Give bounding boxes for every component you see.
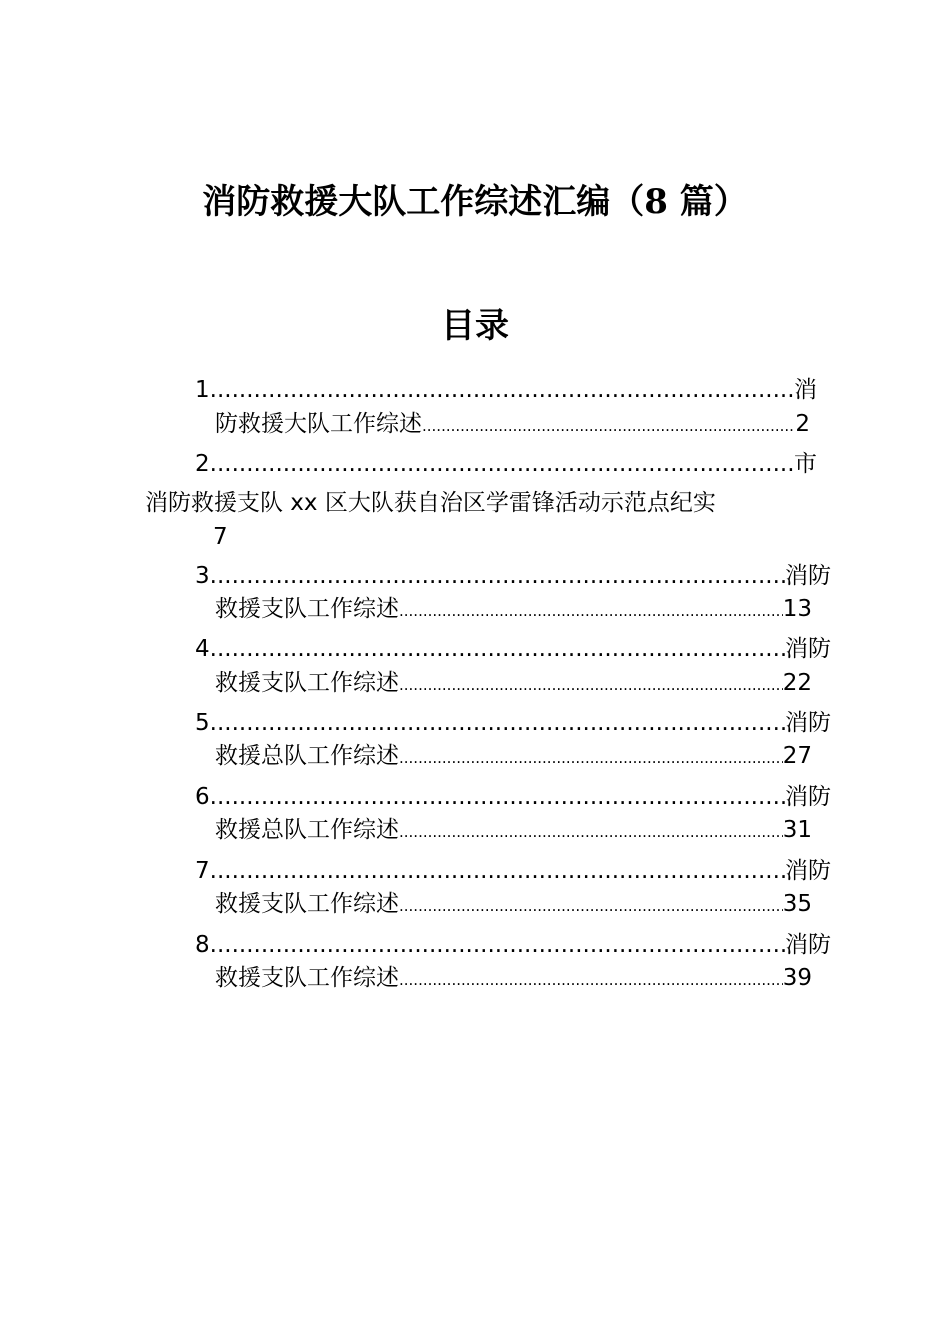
- toc-entry-page: 2: [795, 411, 810, 437]
- toc-leader-dots: [399, 815, 783, 849]
- toc-entry-title-rest: 救援支队工作综述: [215, 596, 399, 622]
- toc-leader-dots: [210, 632, 785, 666]
- toc-entry-5-line-1[interactable]: [195, 706, 831, 740]
- toc-entry-number: 2: [195, 451, 210, 477]
- toc-entry-title-rest: 消防救援支队 xx 区大队获自治区学雷锋活动示范点纪实: [145, 490, 716, 516]
- toc-heading: 目录: [441, 306, 509, 346]
- toc-entry-page: 13: [782, 596, 812, 622]
- toc-entry-page: 35: [782, 891, 812, 917]
- toc-entry-2-line-2[interactable]: [145, 486, 845, 520]
- toc-entry-number: 6: [195, 784, 210, 810]
- toc-leader-dots: [210, 928, 785, 962]
- toc-entry-1-line-1[interactable]: [195, 373, 817, 407]
- toc-leader-dots: [399, 889, 783, 923]
- toc-entry-title-start: 消防: [785, 563, 831, 589]
- toc-entry-title-start: 市: [794, 451, 817, 477]
- toc-entry-page: 7: [213, 524, 228, 550]
- toc-entry-page: 31: [782, 817, 812, 843]
- toc-entry-number: 5: [195, 710, 210, 736]
- toc-leader-dots: [210, 447, 794, 481]
- toc-entry-2-line-3[interactable]: [213, 520, 273, 554]
- toc-entry-number: 4: [195, 636, 210, 662]
- toc-entry-1-line-2[interactable]: [215, 407, 810, 441]
- document-title: 消防救援大队工作综述汇编（8 篇）: [202, 182, 748, 222]
- toc-leader-dots: [399, 668, 783, 702]
- toc-entry-title-start: 消防: [785, 784, 831, 810]
- toc-leader-dots: [399, 963, 783, 997]
- toc-entry-number: 1: [195, 377, 210, 403]
- toc-entry-6-line-2[interactable]: [215, 813, 812, 847]
- toc-leader-dots: [210, 780, 785, 814]
- toc-entry-title-start: 消防: [785, 636, 831, 662]
- toc-entry-page: 39: [782, 965, 812, 991]
- toc-entry-8-line-2[interactable]: [215, 961, 812, 995]
- toc-leader-dots: [210, 854, 785, 888]
- toc-entry-number: 7: [195, 858, 210, 884]
- toc-leader-dots: [422, 409, 795, 443]
- toc-leader-dots: [210, 559, 785, 593]
- toc-entry-number: 3: [195, 563, 210, 589]
- toc-entry-3-line-2[interactable]: [215, 592, 812, 626]
- toc-entry-3-line-1[interactable]: [195, 559, 831, 593]
- toc-entry-title-start: 消: [794, 377, 817, 403]
- toc-entry-2-line-1[interactable]: [195, 447, 817, 481]
- toc-entry-title-rest: 救援总队工作综述: [215, 817, 399, 843]
- toc-entry-title-start: 消防: [785, 932, 831, 958]
- toc-entry-7-line-2[interactable]: [215, 887, 812, 921]
- toc-entry-8-line-1[interactable]: [195, 928, 831, 962]
- toc-leader-dots: [210, 706, 785, 740]
- toc-entry-title-rest: 救援支队工作综述: [215, 891, 399, 917]
- toc-entry-title-start: 消防: [785, 858, 831, 884]
- toc-entry-page: 22: [782, 670, 812, 696]
- toc-entry-title-rest: 救援支队工作综述: [215, 670, 399, 696]
- toc-entry-5-line-2[interactable]: [215, 739, 812, 773]
- toc-entry-4-line-2[interactable]: [215, 666, 812, 700]
- toc-entry-title-rest: 救援支队工作综述: [215, 965, 399, 991]
- toc-entry-4-line-1[interactable]: [195, 632, 831, 666]
- toc-entry-page: 27: [782, 743, 812, 769]
- toc-leader-dots: [399, 741, 783, 775]
- toc-entry-number: 8: [195, 932, 210, 958]
- toc-entry-title-start: 消防: [785, 710, 831, 736]
- toc-entry-7-line-1[interactable]: [195, 854, 831, 888]
- toc-entry-title-rest: 防救援大队工作综述: [215, 411, 422, 437]
- toc-entry-title-rest: 救援总队工作综述: [215, 743, 399, 769]
- toc-leader-dots: [210, 373, 794, 407]
- toc-entry-6-line-1[interactable]: [195, 780, 831, 814]
- toc-leader-dots: [399, 594, 783, 628]
